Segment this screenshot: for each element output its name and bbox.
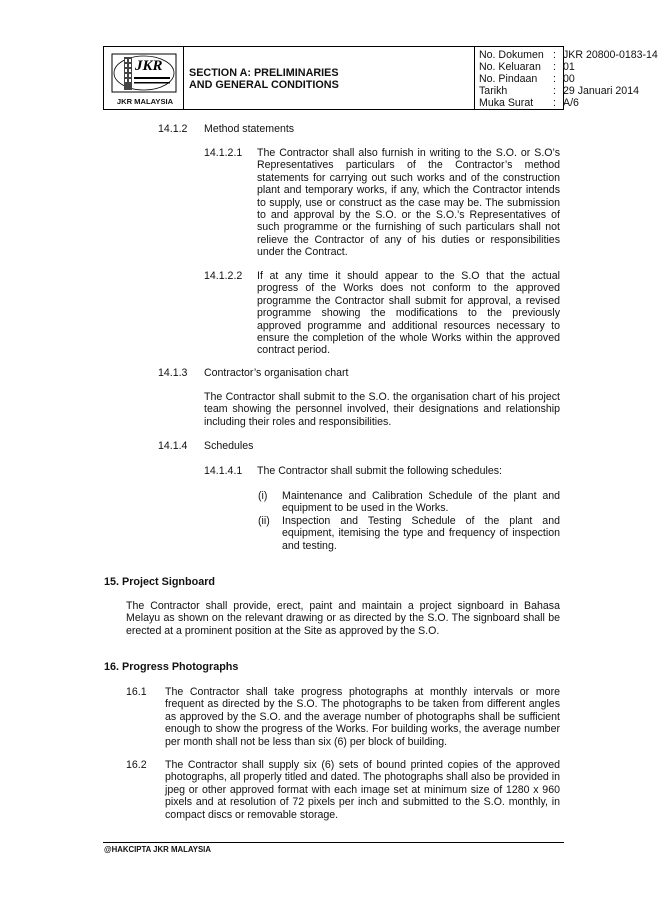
doc-info-row: No. Keluaran : 01: [479, 61, 575, 73]
clause-number: 14.1.3: [158, 367, 188, 379]
doc-info-value: 00: [563, 73, 575, 85]
doc-info-value: 01: [563, 61, 575, 73]
doc-info-label: Muka Surat: [479, 97, 534, 109]
section-heading: 15. Project Signboard: [104, 576, 215, 588]
list-item: Inspection and Testing Schedule of the plant and equipment, itemising the type and frequency of inspection and testing.: [282, 515, 560, 552]
doc-info-row: No. Pindaan : 00: [479, 73, 575, 85]
clause-number: 16.2: [126, 759, 147, 771]
list-marker: (i): [258, 490, 268, 502]
clause-paragraph: The Contractor shall submit to the S.O. the organisation chart of his project team showing the personnel involved, their designations and relationship including their roles and responsibilities.: [204, 391, 560, 428]
clause-number: 14.1.2.1: [204, 147, 243, 159]
clause-paragraph: The Contractor shall also furnish in writing to the S.O. or S.O’s Representatives particulars of the Contractor’s method statements for carrying out such works and of the construction plant and temporary works, if any, which the Contractor intends to supply, use or construct as the case may be. The submission to and approval by the S.O. or the S.O.’s Representatives of such programme or the furnishing of such particulars shall not relieve the Contractor of any of his duties or responsibilities under the Contract.: [257, 147, 560, 259]
jkr-logo: [111, 51, 177, 95]
doc-info-value: A/6: [563, 97, 579, 109]
clause-number: 14.1.2.2: [204, 270, 243, 282]
doc-info-label: No. Keluaran: [479, 61, 541, 73]
doc-info-value: JKR 20800-0183-14: [563, 49, 658, 61]
logo-lettering: JKR: [135, 58, 163, 74]
doc-info-value: 29 Januari 2014: [563, 85, 639, 97]
org-name: JKR MALAYSIA: [116, 97, 174, 106]
section-paragraph: The Contractor shall provide, erect, paint and maintain a project signboard in Bahasa Melayu as shown on the relevant drawing or as directed by the S.O. The signboard shall be erected at a prominent position at the Site as approved by the S.O.: [126, 600, 560, 637]
section-title-line1: SECTION A: PRELIMINARIES: [189, 67, 339, 79]
clause-number: 16.1: [126, 686, 147, 698]
doc-info-row: No. Dokumen : JKR 20800-0183-14: [479, 49, 658, 61]
doc-info-label: No. Pindaan: [479, 73, 538, 85]
doc-info-row: Tarikh : 29 Januari 2014: [479, 85, 639, 97]
section-title: [189, 67, 339, 92]
document-info-cell: [474, 47, 665, 109]
list-item: Maintenance and Calibration Schedule of the plant and equipment to be used in the Works.: [282, 490, 560, 515]
clause-number: 14.1.2: [158, 123, 188, 135]
clause-title: Contractor’s organisation chart: [204, 367, 349, 379]
doc-info-row: Muka Surat : A/6: [479, 97, 579, 109]
section-heading: 16. Progress Photographs: [104, 661, 239, 673]
footer-copyright: @HAKCIPTA JKR MALAYSIA: [104, 845, 211, 854]
logo-cell: [104, 47, 184, 109]
clause-title: Schedules: [204, 440, 254, 452]
clause-number: 14.1.4: [158, 440, 188, 452]
document-header: [103, 46, 658, 110]
clause-paragraph: The Contractor shall supply six (6) sets of bound printed copies of the approved photographs, all properly titled and dated. The photographs shall also be provided in jpeg or other approved format with each image set at minimum size of 1280 x 960 pixels and at resolution of 72 pixels per inch and submitted to the S.O. monthly, in compact discs or removable storage.: [165, 759, 560, 821]
clause-title: Method statements: [204, 123, 295, 135]
clause-paragraph: The Contractor shall submit the following schedules:: [257, 465, 502, 477]
section-title-line2: AND GENERAL CONDITIONS: [189, 79, 339, 92]
doc-info-label: Tarikh: [479, 85, 508, 97]
clause-paragraph: The Contractor shall take progress photographs at monthly intervals or more frequent as directed by the S.O. The photographs to be taken from different angles as approved by the S.O. and the average number of photographs shall be sufficient enough to show the progress of the Works. For building works, the average number per month shall not be less than six (6) per block of building.: [165, 686, 560, 748]
footer-divider: [103, 842, 564, 843]
clause-number: 14.1.4.1: [204, 465, 243, 477]
doc-info-label: No. Dokumen: [479, 49, 544, 61]
clause-paragraph: If at any time it should appear to the S.O that the actual progress of the Works does not conform to the approved programme the Contractor shall submit for approval, a revised programme showing the modifications to the previously approved programme and additional resources necessary to ensure the completion of the whole Works within the approved contract period.: [257, 270, 560, 357]
section-title-cell: [183, 47, 473, 109]
list-marker: (ii): [258, 515, 270, 527]
